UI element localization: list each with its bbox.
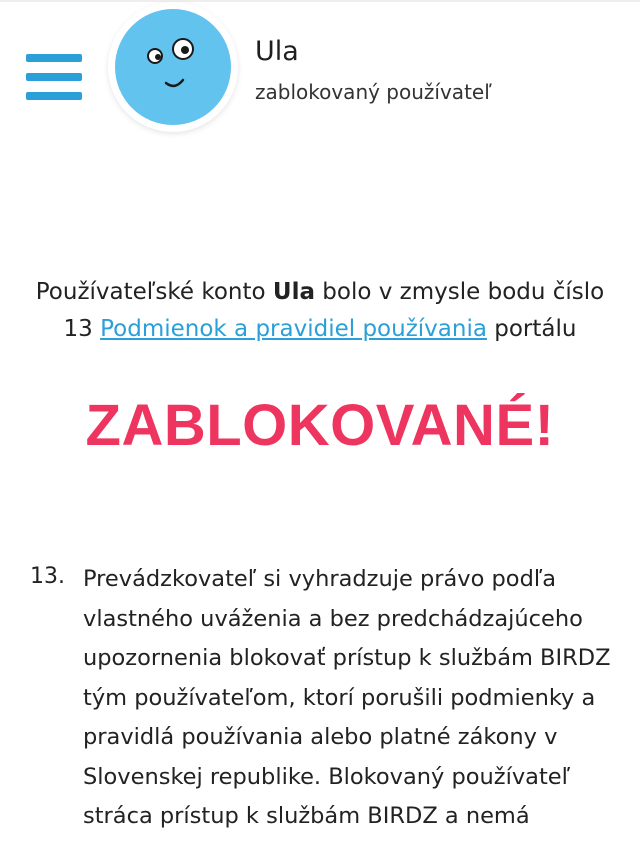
notice-text-after: portálu (486, 316, 577, 342)
rule-text: Prevádzkovateľ si vyhradzuje právo podľa vlastného uváženia a bez predchádzajúceho upozornenia blokovať prístup k službám BIRDZ tým používateľom, ktorí porušili podmienky a pravidlá používania alebo platné zákony v Slovenskej republike. Blokovaný používateľ stráca prístup k službám BIRDZ a nemá (83, 566, 611, 829)
notice-user-name: Ula (272, 279, 315, 305)
user-name: Ula (255, 36, 299, 67)
smiley-face-avatar-icon (115, 9, 231, 125)
header (0, 0, 640, 150)
block-notice (30, 274, 610, 348)
notice-text-middle: bolo v zmysle bodu číslo 13 (63, 279, 605, 342)
menu-bar (26, 92, 82, 100)
notice-text-before: Používateľské konto (35, 279, 273, 305)
rule-number: 13. (30, 564, 65, 589)
user-status: zablokovaný používateľ (255, 80, 492, 104)
hamburger-menu-icon[interactable] (26, 54, 82, 102)
menu-bar (26, 54, 82, 62)
terms-link[interactable]: Podmienok a pravidiel používania (100, 316, 487, 342)
avatar[interactable] (108, 2, 238, 132)
menu-bar (26, 73, 82, 81)
rule-item (0, 560, 640, 863)
top-divider (0, 0, 640, 2)
blocked-heading: ZABLOKOVANÉ! (85, 393, 555, 458)
